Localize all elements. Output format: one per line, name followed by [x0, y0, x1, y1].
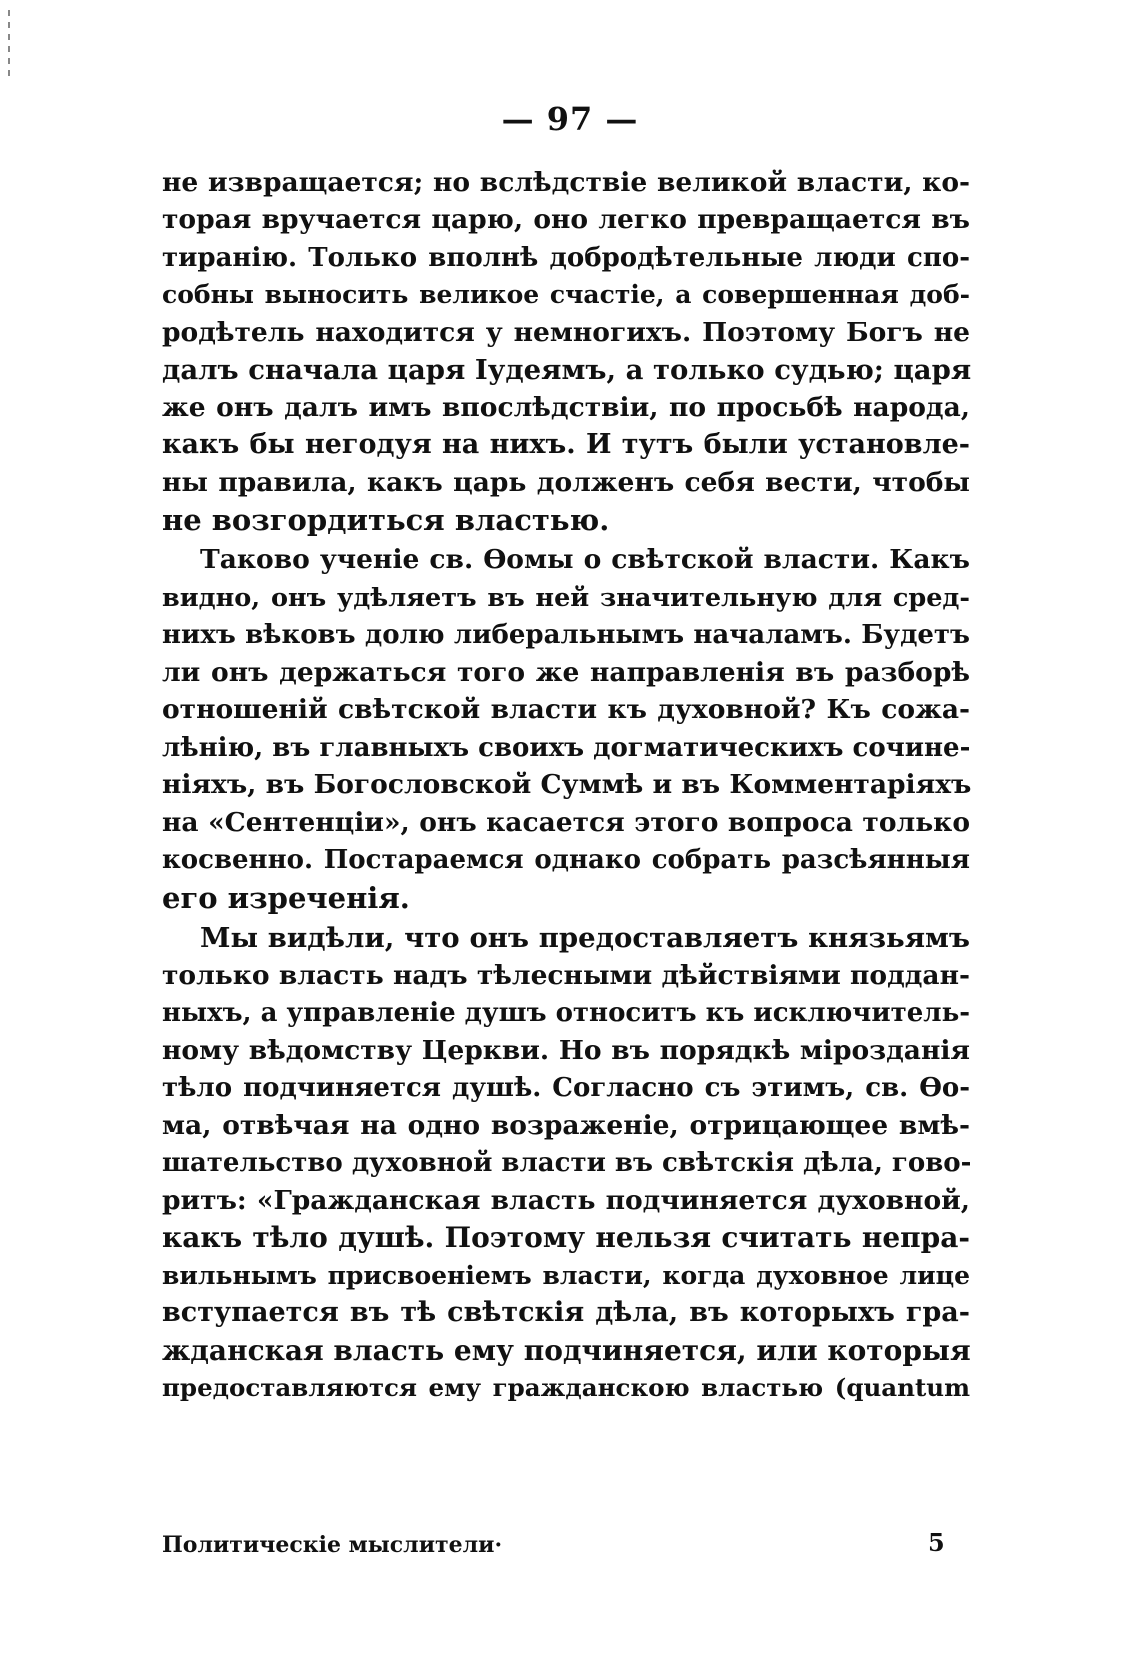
text-line: только власть надъ тѣлесными дѣйствіями поддан- [162, 960, 970, 991]
text-line: ма, отвѣчая на одно возраженіе, отрицающее вмѣ- [162, 1110, 970, 1141]
text-line: вступается въ тѣ свѣтскія дѣла, въ которыхъ гра- [162, 1297, 970, 1328]
text-line: собны выносить великое счастіе, а совершенная доб- [162, 280, 970, 309]
text-line: косвенно. Постараемся однако собрать разсѣянныя [162, 845, 970, 875]
text-line: не возгордиться властью. [162, 503, 610, 537]
text-line: отношеній свѣтской власти къ духовной? Къ сожа- [162, 694, 970, 725]
text-line: его изреченія. [162, 881, 410, 915]
text-line: на «Сентенціи», онъ касается этого вопроса только [162, 807, 970, 838]
text-line: лѣнію, въ главныхъ своихъ догматическихъ сочине- [162, 733, 971, 763]
text-line: ныхъ, а управленіе душъ относитъ къ исключитель- [162, 998, 971, 1028]
text-line: шательство духовной власти въ свѣтскія дѣла, гово- [162, 1148, 972, 1178]
paragraph-first-line: Мы видѣли, что онъ предоставляетъ князьямъ [200, 922, 970, 954]
text-line: предоставляются ему гражданскою властью (quantum [162, 1373, 970, 1402]
text-line: торая вручается царю, оно легко превращается въ [162, 204, 970, 235]
text-line: ніяхъ, въ Богословской Суммѣ и въ Комментаріяхъ [162, 769, 972, 800]
scan-edge-mark [8, 10, 10, 80]
text-line: ли онъ держаться того же направленія въ разборѣ [162, 657, 970, 688]
text-line: какъ тѣло душѣ. Поэтому нельзя считать непра- [162, 1221, 970, 1254]
text-line: ному вѣдомству Церкви. Но въ порядкѣ мірозданія [162, 1035, 970, 1066]
paragraph-first-line: Таково ученіе св. Ѳомы о свѣтской власти. Какъ [200, 544, 970, 575]
text-line: нихъ вѣковъ долю либеральнымъ началамъ. Будетъ [162, 620, 970, 650]
text-line: далъ сначала царя Іудеямъ, а только судью; царя [162, 354, 972, 386]
footer-title: Политическіе мыслители· [162, 1532, 503, 1558]
text-line: вильнымъ присвоеніемъ власти, когда духовное лице [162, 1261, 970, 1290]
text-line: родѣтель находится у немногихъ. Поэтому Богъ не [162, 317, 970, 348]
signature-mark: 5 [928, 1528, 945, 1557]
page-number: — 97 — [501, 100, 639, 138]
text-line: тѣло подчиняется душѣ. Согласно съ этимъ, св. Ѳо- [162, 1073, 970, 1103]
text-line: тиранію. Только вполнѣ добродѣтельные люди спо- [162, 243, 970, 273]
text-line: ритъ: «Гражданская власть подчиняется духовной, [162, 1185, 970, 1216]
text-line: какъ бы негодуя на нихъ. И тутъ были установле- [162, 429, 970, 460]
text-line: видно, онъ удѣляетъ въ ней значительную для сред- [162, 583, 970, 613]
text-line: жданская власть ему подчиняется, или которыя [162, 1334, 971, 1367]
text-line: ны правила, какъ царь долженъ себя вести, чтобы [162, 467, 970, 498]
text-line: не извращается; но вслѣдствіе великой власти, ко- [162, 167, 970, 198]
text-line: же онъ далъ имъ впослѣдствіи, по просьбѣ народа, [162, 392, 970, 423]
